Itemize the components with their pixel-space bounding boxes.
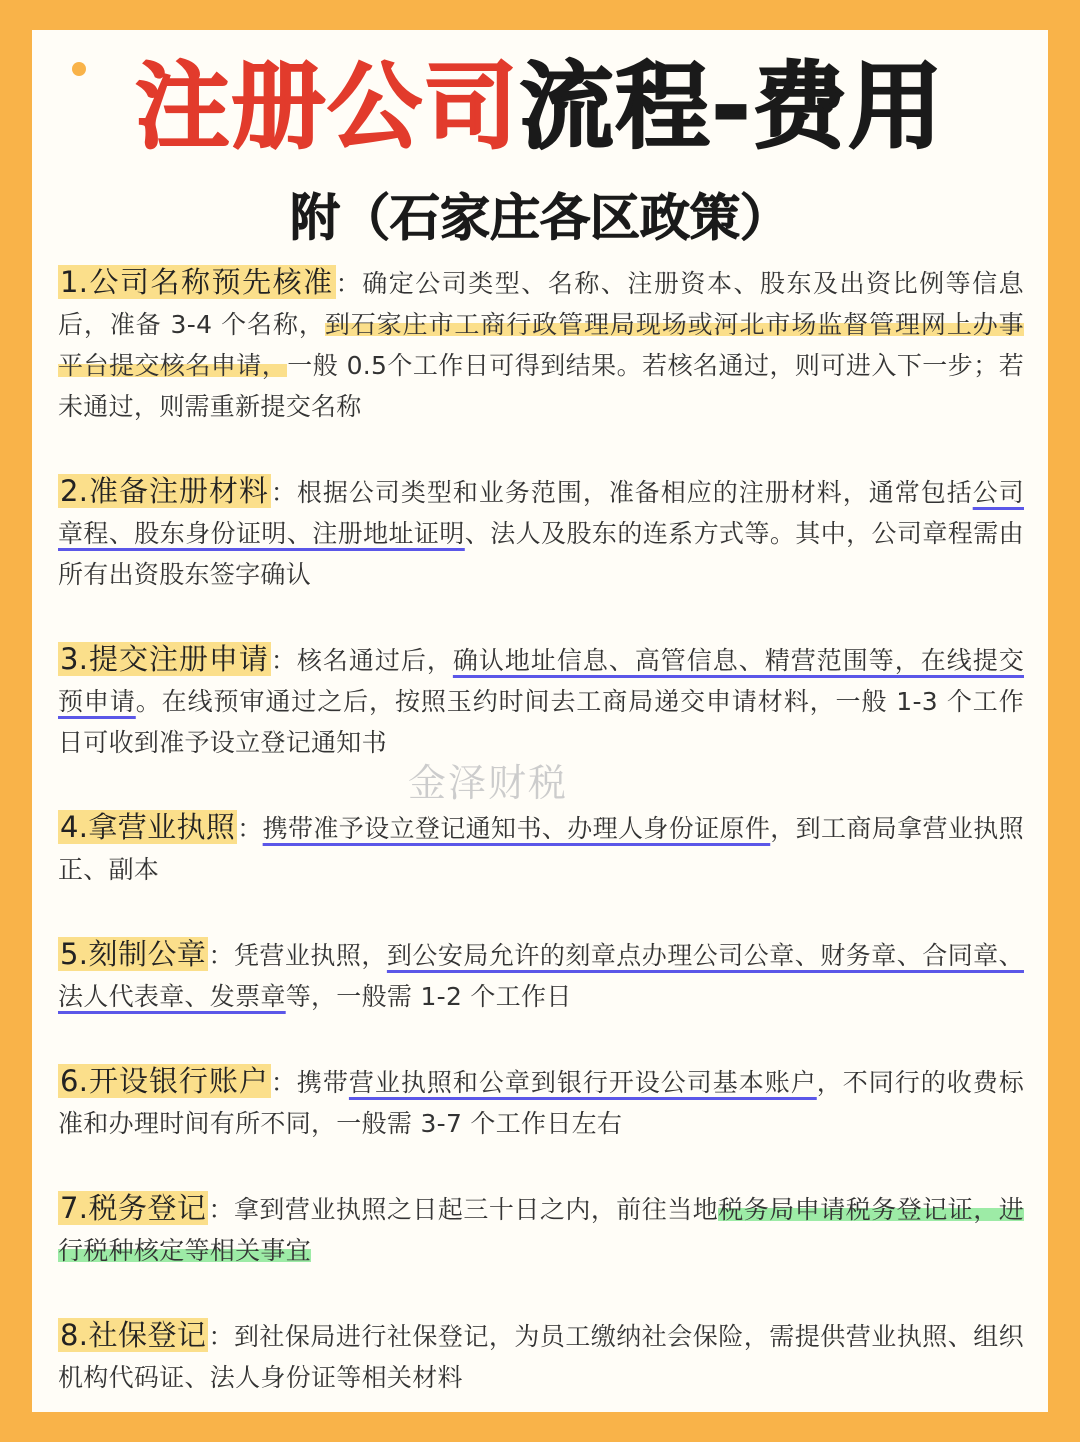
step-highlight: 到公安局允许的刻章点办理公司公章、财务章、合同章、法人代表章、发票章	[58, 941, 1024, 1011]
title-red-part: 注册公司	[135, 53, 520, 162]
step-7	[58, 1188, 1024, 1271]
step-heading: 2.准备注册材料	[60, 474, 269, 508]
step-text: 拿到营业执照之日起三十日之内，前往当地	[233, 1195, 719, 1224]
step-text: 确定公司类型、名称、注册资本、股东及出资比例等信息后，准备 3-4 个名称，	[58, 269, 1024, 339]
step-sep: ：	[208, 1322, 234, 1351]
step-sep: ：	[237, 814, 263, 843]
step-heading: 5.刻制公章	[60, 937, 207, 971]
step-sep: ：	[208, 1195, 234, 1224]
page-title	[0, 48, 1080, 168]
step-heading: 3.提交注册申请	[60, 642, 269, 676]
title-black-part: 流程-费用	[519, 53, 945, 162]
step-text: 凭营业执照，	[233, 941, 387, 970]
step-text: 核名通过后，	[296, 646, 453, 675]
step-2	[58, 471, 1024, 595]
step-highlight: 税务局申请税务登记证，进行税种核定等相关事宜	[58, 1195, 1024, 1265]
step-3	[58, 639, 1024, 763]
step-highlight: 确认地址信息、高管信息、精营范围等，在线提交预申请	[58, 646, 1024, 716]
step-1	[58, 262, 1024, 427]
step-text-end: 一般 0.5个工作日可得到结果。若核名通过，则可进入下一步；若未通过，则需重新提交名称	[58, 351, 1024, 421]
step-text: 携带	[296, 1068, 349, 1097]
step-sep: ：	[335, 269, 363, 298]
step-4	[58, 807, 1024, 890]
step-highlight: 公司章程、股东身份证明、注册地址证明	[58, 478, 1024, 548]
step-heading: 8.社保登记	[60, 1318, 207, 1352]
step-text-end: 。在线预审通过之后，按照玉约时间去工商局递交申请材料，一般 1-3 个工作日可收到准予设立登记通知书	[58, 687, 1024, 757]
step-heading: 7.税务登记	[60, 1191, 207, 1225]
step-sep: ：	[270, 646, 297, 675]
step-highlight: 营业执照和公章到银行开设公司基本账户	[348, 1068, 817, 1097]
step-text-end: 、法人及股东的连系方式等。其中，公司章程需由所有出资股东签字确认	[58, 519, 1024, 589]
steps-list	[58, 262, 1024, 1442]
step-heading: 1.公司名称预先核准	[60, 265, 334, 299]
step-sep: ：	[270, 478, 297, 507]
step-text-end: ，不同行的收费标准和办理时间有所不同，一般需 3-7 个工作日左右	[58, 1068, 1024, 1138]
step-highlight: 到石家庄市工商行政管理局现场或河北市场监督管理网上办事平台提交核名申请，	[58, 310, 1024, 380]
step-5	[58, 934, 1024, 1017]
step-text: 到社保局进行社保登记，为员工缴纳社会保险，需提供营业执照、组织机构代码证、法人身份证等相关材料	[58, 1322, 1024, 1392]
step-text: 根据公司类型和业务范围，准备相应的注册材料，通常包括	[296, 478, 973, 507]
step-text-end: 等，一般需 1-2 个工作日	[285, 982, 572, 1011]
page-subtitle: 附（石家庄各区政策）	[290, 189, 790, 247]
watermark-text: 金泽财税	[408, 761, 569, 805]
step-sep: ：	[270, 1068, 297, 1097]
step-heading: 6.开设银行账户	[60, 1064, 269, 1098]
step-sep: ：	[208, 941, 234, 970]
step-heading: 4.拿营业执照	[60, 810, 236, 844]
step-text-end: ，到工商局拿营业执照正、副本	[58, 814, 1024, 884]
step-highlight: 携带准予设立登记通知书、办理人身份证原件	[262, 814, 771, 843]
step-8	[58, 1315, 1024, 1398]
step-6	[58, 1061, 1024, 1144]
